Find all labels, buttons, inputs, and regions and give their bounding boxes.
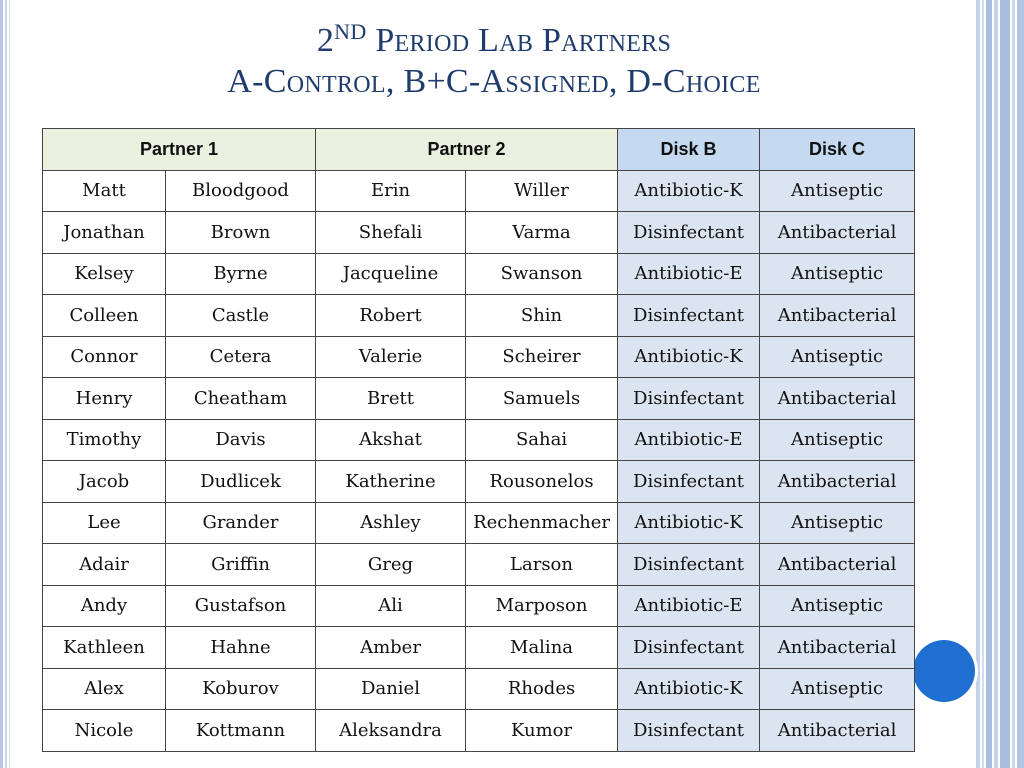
- partner-1-first-name: Lee: [43, 502, 166, 544]
- left-decorative-border: [0, 0, 12, 768]
- partner-1-first-name: Timothy: [43, 419, 166, 461]
- disk-b-cell: Disinfectant: [618, 461, 760, 503]
- partner-2-first-name: Valerie: [316, 336, 466, 378]
- table-row: [43, 253, 915, 295]
- partner-2-last-name: Willer: [466, 170, 618, 212]
- partner-2-first-name: Amber: [316, 627, 466, 669]
- decorative-circle-icon: [913, 640, 975, 702]
- title-line-1: [12, 20, 976, 61]
- right-border-band: [1000, 0, 1010, 768]
- partner-2-first-name: Jacqueline: [316, 253, 466, 295]
- partner-2-last-name: Rousonelos: [466, 461, 618, 503]
- disk-c-cell: Antiseptic: [760, 336, 915, 378]
- partner-1-last-name: Hahne: [166, 627, 316, 669]
- disk-b-cell: Antibiotic-K: [618, 336, 760, 378]
- partner-2-first-name: Katherine: [316, 461, 466, 503]
- partner-1-last-name: Cheatham: [166, 378, 316, 420]
- header-disk-c: Disk C: [760, 129, 915, 171]
- disk-b-cell: Antibiotic-K: [618, 502, 760, 544]
- disk-c-cell: Antiseptic: [760, 668, 915, 710]
- right-border-band: [994, 0, 998, 768]
- left-border-line: [5, 0, 7, 768]
- partner-2-first-name: Akshat: [316, 419, 466, 461]
- right-border-band: [986, 0, 992, 768]
- partner-1-first-name: Colleen: [43, 295, 166, 337]
- table-row: [43, 544, 915, 586]
- left-border-line: [9, 0, 10, 768]
- partner-1-first-name: Matt: [43, 170, 166, 212]
- partner-2-last-name: Shin: [466, 295, 618, 337]
- right-border-band: [1017, 0, 1024, 768]
- partner-2-first-name: Ali: [316, 585, 466, 627]
- partner-2-last-name: Varma: [466, 212, 618, 254]
- partner-1-first-name: Kelsey: [43, 253, 166, 295]
- table-row: [43, 295, 915, 337]
- table-row: [43, 170, 915, 212]
- partner-2-last-name: Larson: [466, 544, 618, 586]
- partner-2-first-name: Aleksandra: [316, 710, 466, 752]
- partner-1-first-name: Connor: [43, 336, 166, 378]
- partner-1-first-name: Henry: [43, 378, 166, 420]
- lab-partners-table: [42, 128, 915, 752]
- title-ordinal-suffix: ND: [334, 19, 367, 44]
- partner-2-last-name: Scheirer: [466, 336, 618, 378]
- disk-c-cell: Antiseptic: [760, 419, 915, 461]
- header-disk-b: Disk B: [618, 129, 760, 171]
- partner-1-first-name: Nicole: [43, 710, 166, 752]
- header-partner-1: Partner 1: [43, 129, 316, 171]
- disk-b-cell: Antibiotic-E: [618, 253, 760, 295]
- partner-1-first-name: Adair: [43, 544, 166, 586]
- partner-1-last-name: Kottmann: [166, 710, 316, 752]
- table-row: [43, 336, 915, 378]
- table-row: [43, 502, 915, 544]
- table-row: [43, 461, 915, 503]
- disk-b-cell: Antibiotic-K: [618, 668, 760, 710]
- right-border-band: [1012, 0, 1015, 768]
- partner-1-first-name: Andy: [43, 585, 166, 627]
- disk-b-cell: Disinfectant: [618, 212, 760, 254]
- table-row: [43, 710, 915, 752]
- right-border-band: [976, 0, 980, 768]
- disk-c-cell: Antibacterial: [760, 378, 915, 420]
- partner-1-last-name: Koburov: [166, 668, 316, 710]
- table-row: [43, 668, 915, 710]
- partner-1-first-name: Jonathan: [43, 212, 166, 254]
- partner-1-last-name: Gustafson: [166, 585, 316, 627]
- partner-2-last-name: Sahai: [466, 419, 618, 461]
- partner-2-first-name: Brett: [316, 378, 466, 420]
- partner-2-last-name: Kumor: [466, 710, 618, 752]
- partner-1-first-name: Alex: [43, 668, 166, 710]
- table-row: [43, 378, 915, 420]
- partner-1-last-name: Davis: [166, 419, 316, 461]
- disk-c-cell: Antibacterial: [760, 710, 915, 752]
- partner-1-last-name: Cetera: [166, 336, 316, 378]
- disk-c-cell: Antiseptic: [760, 585, 915, 627]
- partner-1-last-name: Grander: [166, 502, 316, 544]
- disk-c-cell: Antibacterial: [760, 627, 915, 669]
- partner-1-last-name: Byrne: [166, 253, 316, 295]
- partner-2-first-name: Erin: [316, 170, 466, 212]
- partner-1-last-name: Bloodgood: [166, 170, 316, 212]
- table-row: [43, 627, 915, 669]
- header-partner-2: Partner 2: [316, 129, 618, 171]
- left-border-line: [0, 0, 3, 768]
- partner-2-last-name: Rhodes: [466, 668, 618, 710]
- disk-b-cell: Disinfectant: [618, 544, 760, 586]
- partner-1-first-name: Kathleen: [43, 627, 166, 669]
- partner-2-first-name: Ashley: [316, 502, 466, 544]
- partner-1-last-name: Griffin: [166, 544, 316, 586]
- disk-c-cell: Antibacterial: [760, 295, 915, 337]
- disk-b-cell: Antibiotic-E: [618, 585, 760, 627]
- table-header-row: [43, 129, 915, 171]
- partner-2-first-name: Robert: [316, 295, 466, 337]
- disk-b-cell: Disinfectant: [618, 378, 760, 420]
- disk-c-cell: Antiseptic: [760, 253, 915, 295]
- partner-2-last-name: Swanson: [466, 253, 618, 295]
- partner-1-last-name: Castle: [166, 295, 316, 337]
- partner-1-first-name: Jacob: [43, 461, 166, 503]
- partner-2-last-name: Marposon: [466, 585, 618, 627]
- title-number: 2: [316, 22, 335, 59]
- partner-2-last-name: Samuels: [466, 378, 618, 420]
- slide-title: [12, 20, 976, 102]
- table-row: [43, 212, 915, 254]
- partner-2-first-name: Shefali: [316, 212, 466, 254]
- disk-b-cell: Disinfectant: [618, 627, 760, 669]
- partner-1-last-name: Dudlicek: [166, 461, 316, 503]
- partner-2-first-name: Daniel: [316, 668, 466, 710]
- partner-1-last-name: Brown: [166, 212, 316, 254]
- partner-2-first-name: Greg: [316, 544, 466, 586]
- disk-b-cell: Antibiotic-E: [618, 419, 760, 461]
- disk-b-cell: Disinfectant: [618, 295, 760, 337]
- disk-c-cell: Antibacterial: [760, 212, 915, 254]
- partner-2-last-name: Rechenmacher: [466, 502, 618, 544]
- right-decorative-border: [976, 0, 1024, 768]
- disk-b-cell: Antibiotic-K: [618, 170, 760, 212]
- table-body: [43, 170, 915, 751]
- right-border-band: [982, 0, 984, 768]
- disk-b-cell: Disinfectant: [618, 710, 760, 752]
- title-line-2: A-Control, B+C-Assigned, D-Choice: [227, 63, 761, 100]
- disk-c-cell: Antibacterial: [760, 461, 915, 503]
- disk-c-cell: Antibacterial: [760, 544, 915, 586]
- table-row: [43, 585, 915, 627]
- disk-c-cell: Antiseptic: [760, 170, 915, 212]
- partner-2-last-name: Malina: [466, 627, 618, 669]
- disk-c-cell: Antiseptic: [760, 502, 915, 544]
- table-row: [43, 419, 915, 461]
- title-text: Period Lab Partners: [375, 22, 672, 59]
